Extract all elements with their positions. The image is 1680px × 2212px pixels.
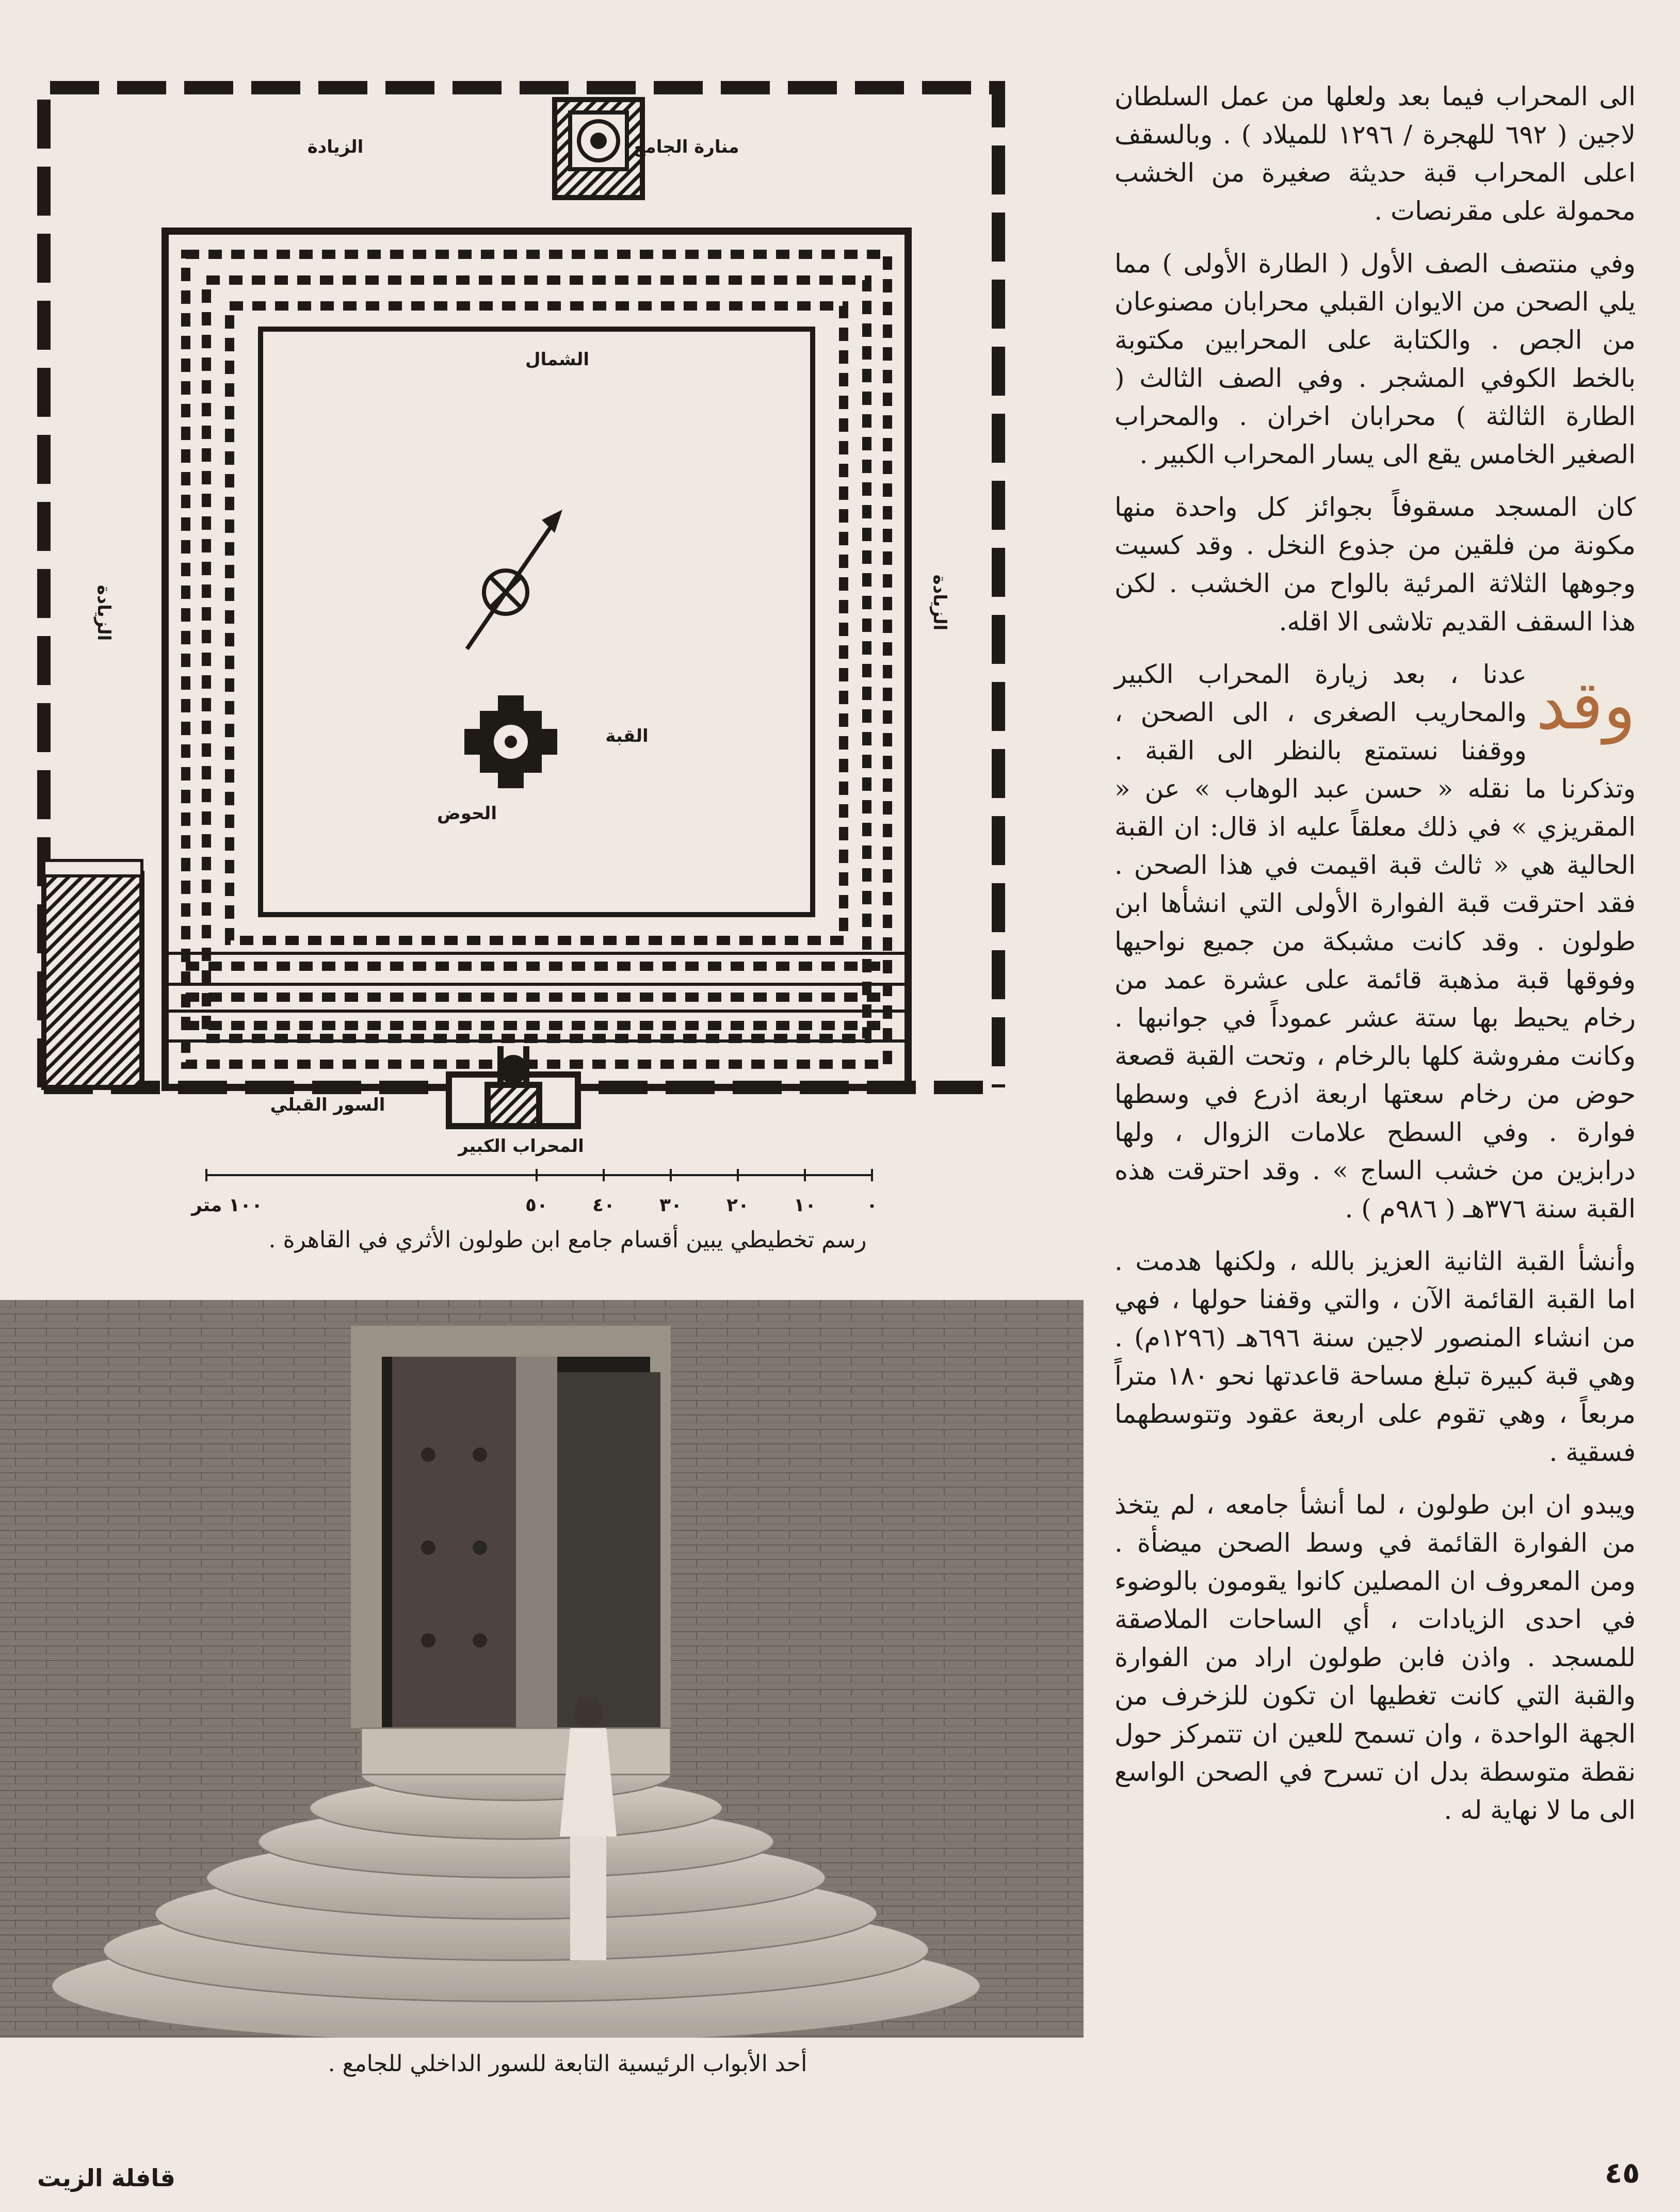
article-paragraph: وفي منتصف الصف الأول ( الطارة الأولى ) مما يلي الصحن من الايوان القبلي محرابان مصنوعان من الجص . والكتابة على المحرابين مكتوبة بالخط الكوفي المشجر . وفي الصف الثالث ( الطارة الثالثة ) محرابان اخران . والمحراب الصغير الخامس يقع الى يسار المحراب الكبير . xyxy=(1114,249,1636,469)
article-paragraph: ويبدو ان ابن طولون ، لما أنشأ جامعه ، لم يتخذ من الفوارة القائمة في وسط الصحن ميضأة . ومن المعروف ان المصلين كانوا يقومون بالوضوء في احدى الزيادات ، أي الساحات الملاصقة للمسجد . واذن فابن طولون اراد من الفوارة والقبة التي كانت تغطيها ان تكون للزخرف من الجهة الواحدة ، وان تسمح للعين ان تتمركز حول نقطة متوسطة بدل ان تسرح في الصحن الواسع الى ما لا نهاية له . xyxy=(1114,1490,1636,1825)
mosque-plan-diagram xyxy=(0,76,1084,1222)
label-qibla-wall: السور القبلي xyxy=(270,1095,385,1115)
dropcap: وقد xyxy=(1536,666,1636,744)
label-north: الشمال xyxy=(525,349,590,370)
footer-page-number: ٤٥ xyxy=(1605,2156,1640,2190)
article-paragraph: الى المحراب فيما بعد ولعلها من عمل السلطان لاجين ( ٦٩٢ للهجرة / ١٢٩٦ للميلاد ) . وبالسقف اعلى المحراب قبة حديثة صغيرة من الخشب محمولة على مقرنصات . xyxy=(1114,82,1636,226)
label-ziyada-left: الزيادة xyxy=(93,584,114,641)
scale-tick: ٢٠ xyxy=(726,1195,749,1216)
minaret xyxy=(555,100,642,198)
photo-caption: أحد الأبواب الرئيسية التابعة للسور الداخلي للجامع . xyxy=(328,2051,807,2077)
label-ziyada-right: الزيادة xyxy=(929,574,950,631)
article-paragraph: وأنشأ القبة الثانية العزيز بالله ، ولكنها هدمت . اما القبة القائمة الآن ، والتي وقفنا حولها ، فهي من انشاء المنصور لاجين سنة ٦٩٦هـ (١٢٩٦م) . وهي قبة كبيرة تبلغ مساحة قاعدتها نحو ١٨٠ متراً مربعاً ، وهي تقوم على اربعة عقود وتتوسطهما فسقية . xyxy=(1114,1246,1636,1467)
label-minaret: منارة الجامع xyxy=(633,137,739,157)
scale-tick: ١٠ xyxy=(794,1195,816,1216)
scale-tick: ١٠٠ متر xyxy=(191,1195,263,1216)
main-mihrab-structure xyxy=(449,1046,578,1126)
annex-building xyxy=(44,860,142,1087)
label-ziyada-top: الزيادة xyxy=(307,137,364,157)
dome-fountain-icon xyxy=(464,695,557,788)
scale-bar xyxy=(206,1169,872,1181)
scale-tick: ٣٠ xyxy=(659,1195,682,1216)
article-paragraph: كان المسجد مسقوفاً بجوائز كل واحدة منها مكونة من فلقين من جذوع النخل . وقد كسيت وجوهها الثلاثة المرئية بالواح من الخشب . لكن هذا السقف القديم تلاشى الا اقله. xyxy=(1114,492,1636,637)
scale-tick: ٤٠ xyxy=(592,1195,615,1216)
footer-magazine-name: قافلة الزيت xyxy=(37,2164,175,2192)
label-basin: الحوض xyxy=(437,803,497,824)
scale-tick: ٥٠ xyxy=(525,1195,548,1216)
north-arrow-icon xyxy=(467,510,562,649)
door-leaf-left xyxy=(392,1357,516,1728)
article-paragraph-body: عدنا ، بعد زيارة المحراب الكبير والمحاريب الصغرى ، الى الصحن ، ووقفنا نستمتع بالنظر الى القبة . وتذكرنا ما نقله « حسن عبد الوهاب » عن « المقريزي » في ذلك معلقاً عليه اذ قال: ان القبة الحالية هي « ثالث قبة اقيمت في هذا الصحن . فقد احترقت قبة الفوارة الأولى التي انشأها ابن طولون . وقد كانت مشبكة من جميع نواحيها وفوقها قبة مذهبة قائمة على عشرة عمد من رخام يحيط بها ستة عشر عموداً في جوانبها . وكانت مفروشة كلها بالرخام ، وتحت القبة قصعة حوض من رخام سعتها اربعة اذرع في وسطها فوارة . وفي السطح علامات الزوال ، ولها درابزين من خشب الساج » . وقد احترقت هذه القبة سنة ٣٧٦هـ ( ٩٨٦م ) . xyxy=(1114,659,1636,1224)
article-text-column xyxy=(1114,77,1636,1996)
article-paragraph-with-dropcap xyxy=(1114,655,1636,1228)
mosque-door-photo xyxy=(0,1300,1084,2038)
plan-caption: رسم تخطيطي يبين أقسام جامع ابن طولون الأثري في القاهرة . xyxy=(268,1227,867,1253)
label-dome: القبة xyxy=(605,726,649,746)
scale-tick: ٠ xyxy=(866,1195,878,1216)
label-main-mihrab: المحراب الكبير xyxy=(458,1136,584,1157)
door-leaf-right xyxy=(557,1372,660,1728)
